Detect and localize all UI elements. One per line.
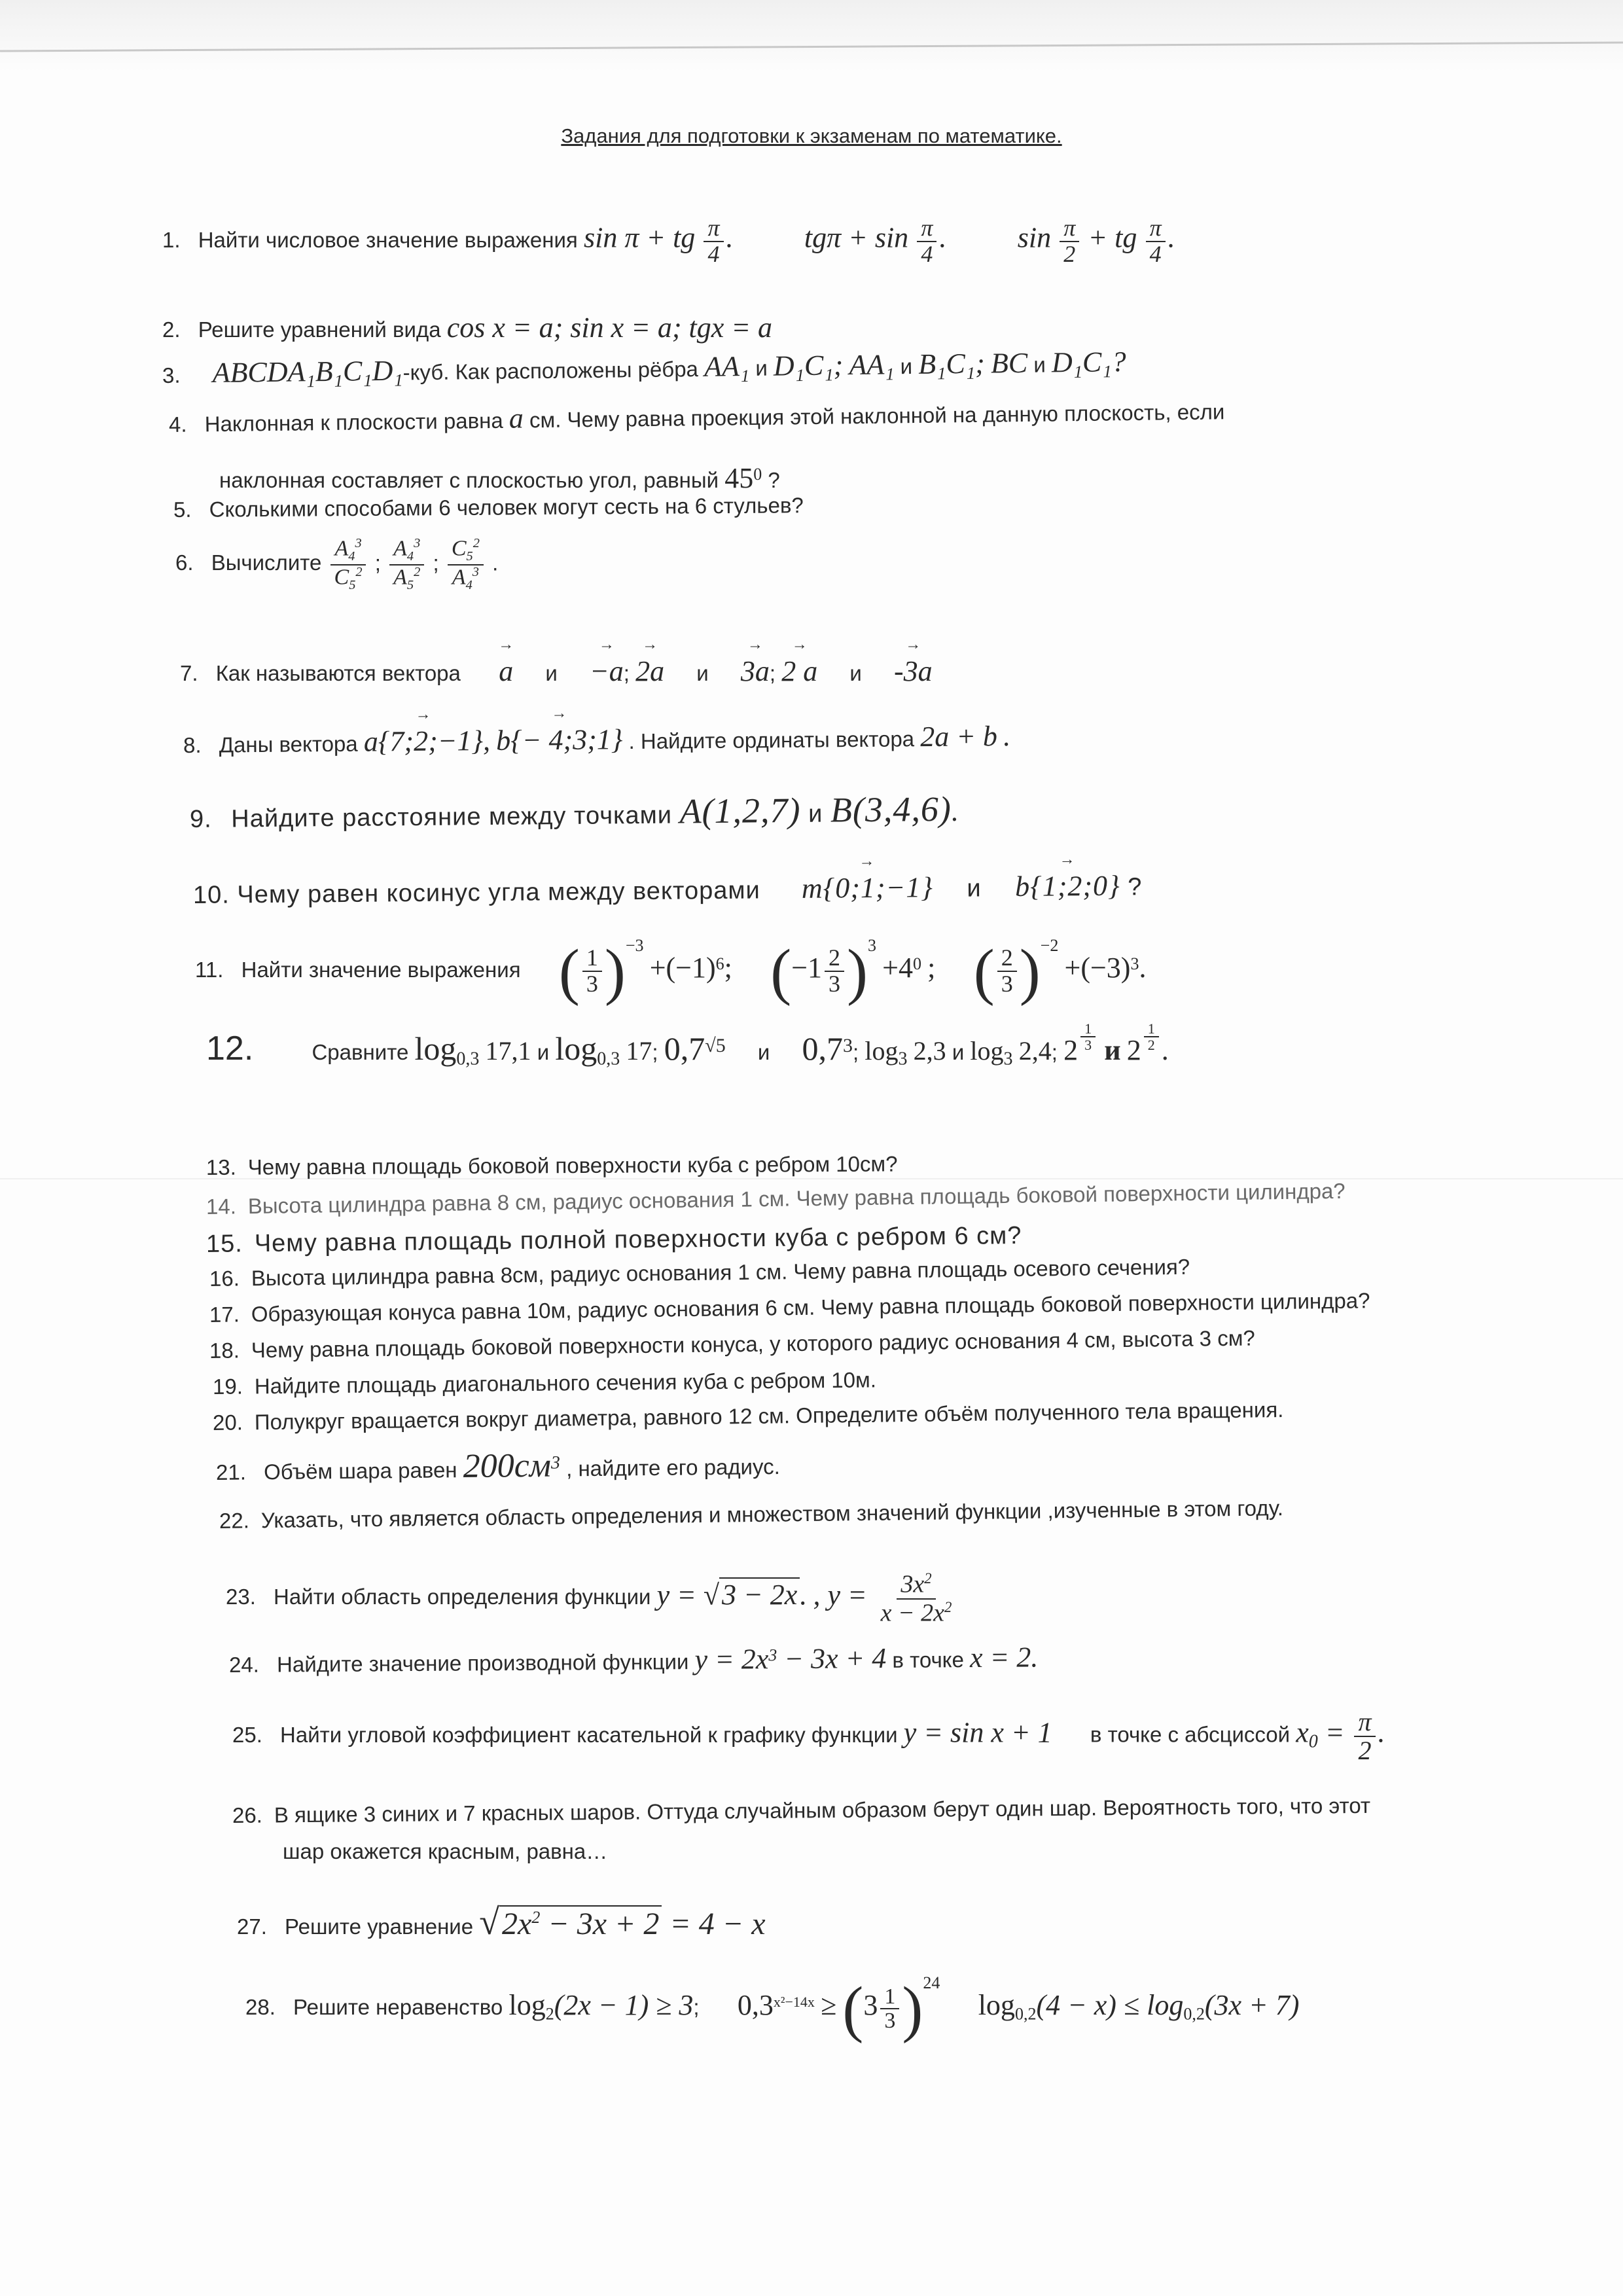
task-number: 23. — [226, 1585, 256, 1609]
vector-2a-b: → 2 a — [781, 655, 817, 688]
task-text: Указать, что является область определения и множеством значений функции ,изученные в этом году. — [260, 1496, 1284, 1533]
task-23: 23. Найти область определения функции y = √3 − 2x. , y = $\frac{3x^2}{x - 2x^2}$ — [226, 1571, 958, 1626]
task-number: 27. — [237, 1914, 267, 1939]
fraction: $\frac{A_4^3}{C_5^2}$ — [330, 537, 366, 592]
task-1: 1. Найти числовое значение выражения sin π + tg $\frac{\pi}{4}$ . tgπ + sin $\frac{\pi}{4}$ . sin $\frac{\pi}{2}$ + tg $\frac{\pi}{4}$ . — [162, 215, 1175, 267]
fraction: $\frac{A_4^3}{A_5^2}$ — [389, 537, 424, 592]
task-number: 12. — [206, 1030, 254, 1067]
task-4-continuation: наклонная составляет с плоскостью угол, равный $45^0$ ? — [219, 462, 780, 494]
task-number: 14. — [205, 1194, 237, 1219]
task-24: 24. Найдите значение производной функции $y = 2x^3 - 3x + 4$ в точке x = 2. — [228, 1641, 1039, 1677]
task-26-continuation: шар окажется красным, равна… — [283, 1839, 608, 1863]
task-12: 12. Сравните $\log_{0,3} 17,1$ и $\log_{0,3} 17$; $0,7^{√5}$ и $0,7^3$; $\log_3 2,3$ и $\log_3 2,4$; 2 $^{\frac{1}{3}}$ и 2 $^{\frac{1}{2}}$ . — [206, 1020, 1169, 1069]
task-6: 6. Вычислите $\frac{A_4^3}{C_5^2}$ ; $\frac{A_4^3}{A_5^2}$ ; $\frac{C_5^2}{A_4^3}$ . — [175, 536, 499, 592]
task-number: 10. — [192, 881, 230, 909]
task-number: 21. — [215, 1460, 247, 1484]
task-text: Найдите значение производной функции — [276, 1649, 689, 1677]
task-text: Полукруг вращается вокруг диаметра, равного 12 см. Определите объём полученного тела вращения. — [254, 1397, 1284, 1435]
task-text: Наклонная к плоскости равна — [204, 408, 503, 437]
task-number: 2. — [162, 317, 181, 342]
fraction: $\frac{\pi}{2}$ — [1354, 1708, 1375, 1765]
task-text: В ящике 3 синих и 7 красных шаров. Оттуда случайным образом берут один шар. Вероятность того, что этот — [274, 1793, 1371, 1827]
task-number: 20. — [212, 1410, 243, 1435]
task-20 — [213, 1397, 1284, 1435]
task-text: Высота цилиндра равна 8см, радиус основания 1 см. Чему равна площадь осевого сечения? — [251, 1254, 1190, 1291]
task-number: 4. — [168, 412, 187, 437]
task-number: 1. — [162, 227, 181, 252]
task-number: 6. — [175, 550, 194, 575]
task-text: Чему равна площадь полной поверхности куба с ребром 6 см? — [254, 1221, 1022, 1258]
task-7: 7. Как называются вектора → a и → −a; → 2a и → 3a; → 2 a и → -3a — [180, 655, 933, 688]
vector-2a: → 2a — [635, 655, 664, 688]
task-10: 10. Чему равен косинус угла между векторами → m{0;1;−1} и → b{1;2;0} ? — [193, 869, 1143, 910]
task-number: 17. — [209, 1302, 240, 1327]
task-number: 25. — [232, 1722, 262, 1747]
vector-3a: → 3a — [741, 655, 770, 688]
task-text: Найти числовое значение выражения — [198, 227, 578, 252]
fraction: $\frac{\pi}{2}$ — [1060, 216, 1079, 267]
task-16 — [209, 1255, 1190, 1291]
task-text: -куб. Как расположены рёбра — [402, 356, 699, 385]
task-11: 11. Найти значение выражения ( $\frac{1}{3}$ )$^{-3} +(-1)^6$; (−1 $\frac{2}{3}$ )$^3 +4^0$ ; ( $\frac{2}{3}$ )$^{-2} +(-3)^3$. — [195, 936, 1147, 1007]
task-number: 13. — [205, 1155, 236, 1179]
fraction: $\frac{\pi}{4}$ — [704, 216, 723, 267]
task-number: 22. — [219, 1508, 250, 1533]
task-21: 21. Объём шара равен $200см^3$ , найдите его радиус. — [215, 1446, 780, 1486]
task-number: 28. — [245, 1995, 276, 2019]
task-number: 16. — [209, 1266, 240, 1291]
task-18 — [209, 1325, 1255, 1363]
task-25: 25. Найти угловой коэффициент касательной к графику функции y = sin x + 1 в точке с абсциссой $x_0$ = $\frac{\pi}{2}$ . — [232, 1707, 1385, 1765]
task-27: 27. Решите уравнение $√2x^2 - 3x + 2 = 4 - x$ — [237, 1902, 766, 1943]
task-number: 19. — [212, 1374, 243, 1399]
task-26 — [232, 1793, 1370, 1828]
task-text: Найти значение выражения — [241, 958, 521, 982]
task-number: 8. — [183, 732, 202, 757]
scan-top-shadow — [0, 0, 1623, 72]
task-number: 26. — [232, 1803, 263, 1827]
fraction: $\frac{C_5^2}{A_4^3}$ — [448, 537, 484, 592]
task-text: Сколькими способами 6 человек могут сесть на 6 стульев? — [209, 493, 804, 522]
task-text: Решите уравнение — [285, 1914, 474, 1939]
task-text: Чему равна площадь боковой поверхности конуса, у которого радиус основания 4 см, высота 3 см? — [251, 1325, 1255, 1363]
task-number: 7. — [180, 661, 198, 685]
task-9: 9. Найдите расстояние между точками A(1,2,7) и B(3,4,6). — [189, 789, 960, 833]
task-15 — [206, 1222, 1022, 1259]
task-text: Даны вектора — [219, 731, 358, 757]
task-8: 8. Даны вектора → a{7;2;−1}, → b{− 4;3;1} . Найдите ординаты вектора 2a + b . — [183, 719, 1011, 760]
task-22 — [219, 1496, 1283, 1534]
task-number: 24. — [228, 1652, 260, 1677]
task-13 — [206, 1151, 898, 1180]
task-17 — [209, 1288, 1370, 1327]
page-title: Задания для подготовки к экзаменам по математике. — [561, 124, 1062, 147]
task-number: 15. — [205, 1230, 243, 1258]
task-number: 11. — [195, 958, 224, 982]
fraction: $\frac{3x^2}{x - 2x^2}$ — [880, 1570, 952, 1627]
fraction: $\frac{\pi}{4}$ — [917, 216, 936, 267]
task-28: 28. Решите неравенство $\log_2(2x - 1) \ge 3$; $0,3^{x^2-14x} \ge (3$ $\frac{1}{3}$ )$^{24}$ $\log_{0,2}(4 - x) \le \log_{0,2}(3x + 7)$ — [245, 1973, 1300, 2044]
task-text: Сравните — [312, 1040, 409, 1064]
vector-a: → a — [499, 655, 513, 688]
vector-minus-a: → −a — [590, 655, 624, 688]
task-number: 9. — [189, 805, 212, 833]
task-2: 2. Решите уравнений вида cos x = a; sin x = a; tgx = a — [162, 312, 772, 344]
task-text: Решите уравнений вида — [198, 317, 441, 342]
task-text: Чему равен косинус угла между векторами — [237, 876, 760, 909]
task-text: Найдите площадь диагонального сечения куба с ребром 10м. — [254, 1367, 877, 1399]
task-text: Вычислите — [211, 550, 322, 575]
task-text: Как называются вектора — [215, 661, 461, 685]
task-3: 3. ABCDA₁B₁C₁D₁-куб. Как расположены рёбра AA₁ и D₁C₁; AA₁ и B₁C₁; BC и D₁C₁? — [162, 346, 1126, 389]
task-4: 4. Наклонная к плоскости равна a см. Чему равна проекция этой наклонной на данную плоскость, если — [168, 399, 1225, 437]
task-text: Образующая конуса равна 10м, радиус основания 6 см. Чему равна площадь боковой поверхности цилиндра? — [251, 1288, 1370, 1327]
task-text: Решите неравенство — [293, 1995, 503, 2019]
task-text: Найти угловой коэффициент касательной к графику функции — [280, 1722, 898, 1747]
task-number: 5. — [173, 497, 192, 522]
task-number: 18. — [209, 1338, 240, 1363]
task-5 — [173, 493, 804, 522]
task-text: Высота цилиндра равна 8 см, радиус основания 1 см. Чему равна площадь боковой поверхности цилиндра? — [247, 1178, 1346, 1219]
task-text: Найдите расстояние между точками — [231, 801, 673, 833]
task-14 — [206, 1179, 1346, 1219]
task-number: 3. — [162, 363, 181, 387]
task-text: Найти область определения функции — [274, 1585, 651, 1609]
vector-minus-3a: → -3a — [894, 655, 933, 688]
task-19 — [213, 1367, 876, 1399]
fraction: $\frac{\pi}{4}$ — [1146, 216, 1166, 267]
task-text: Чему равна площадь боковой поверхности куба с ребром 10см? — [247, 1151, 898, 1179]
task-text: Объём шара равен — [263, 1458, 457, 1484]
